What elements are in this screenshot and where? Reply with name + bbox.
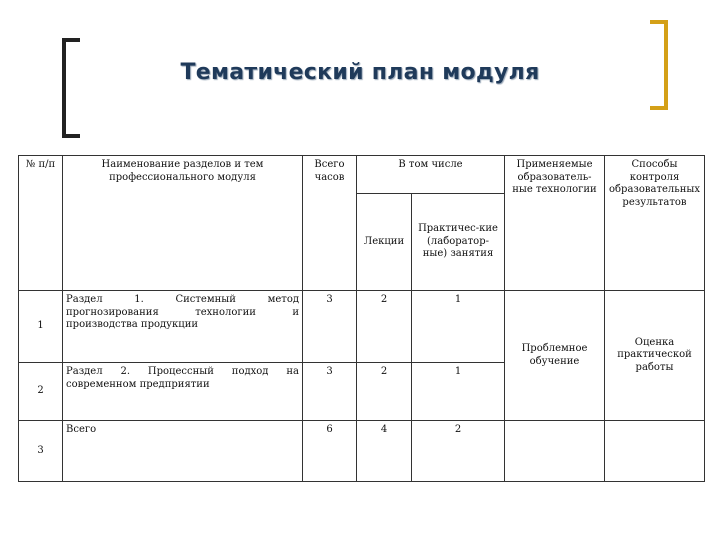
page-title: Тематический план модуля (180, 60, 540, 85)
row-num: 3 (19, 421, 63, 482)
header-practical: Практичес-кие (лаборатор-ные) занятия (412, 194, 505, 291)
row-name: Раздел 1. Системный метод прогнозирования технологии и производства продукции (63, 291, 303, 363)
row-lectures: 4 (357, 421, 412, 482)
thematic-plan-table (18, 155, 705, 482)
row-name: Раздел 2. Процессный подход на современном предприятии (63, 363, 303, 421)
row-name: Всего (63, 421, 303, 482)
control-cell: Оценка практической работы (605, 291, 705, 421)
technology-cell-empty (505, 421, 605, 482)
row-practical: 2 (412, 421, 505, 482)
header-including: В том числе (357, 156, 505, 194)
header-lectures: Лекции (357, 194, 412, 291)
row-num: 2 (19, 363, 63, 421)
left-bracket-decoration (62, 38, 80, 138)
header-technologies: Применяемые образователь-ные технологии (505, 156, 605, 291)
header-row-1 (19, 156, 705, 194)
row-total: 3 (303, 291, 357, 363)
control-cell-empty (605, 421, 705, 482)
row-lectures: 2 (357, 363, 412, 421)
header-control: Способы контроля образовательных результатов (605, 156, 705, 291)
technology-cell: Проблемное обучение (505, 291, 605, 421)
row-total: 6 (303, 421, 357, 482)
row-num: 1 (19, 291, 63, 363)
row-lectures: 2 (357, 291, 412, 363)
row-total: 3 (303, 363, 357, 421)
header-total: Всего часов (303, 156, 357, 291)
row-practical: 1 (412, 291, 505, 363)
table-row (19, 421, 705, 482)
header-num: № п/п (19, 156, 63, 291)
table-row (19, 291, 705, 363)
row-practical: 1 (412, 363, 505, 421)
header-name: Наименование разделов и тем профессионального модуля (63, 156, 303, 291)
